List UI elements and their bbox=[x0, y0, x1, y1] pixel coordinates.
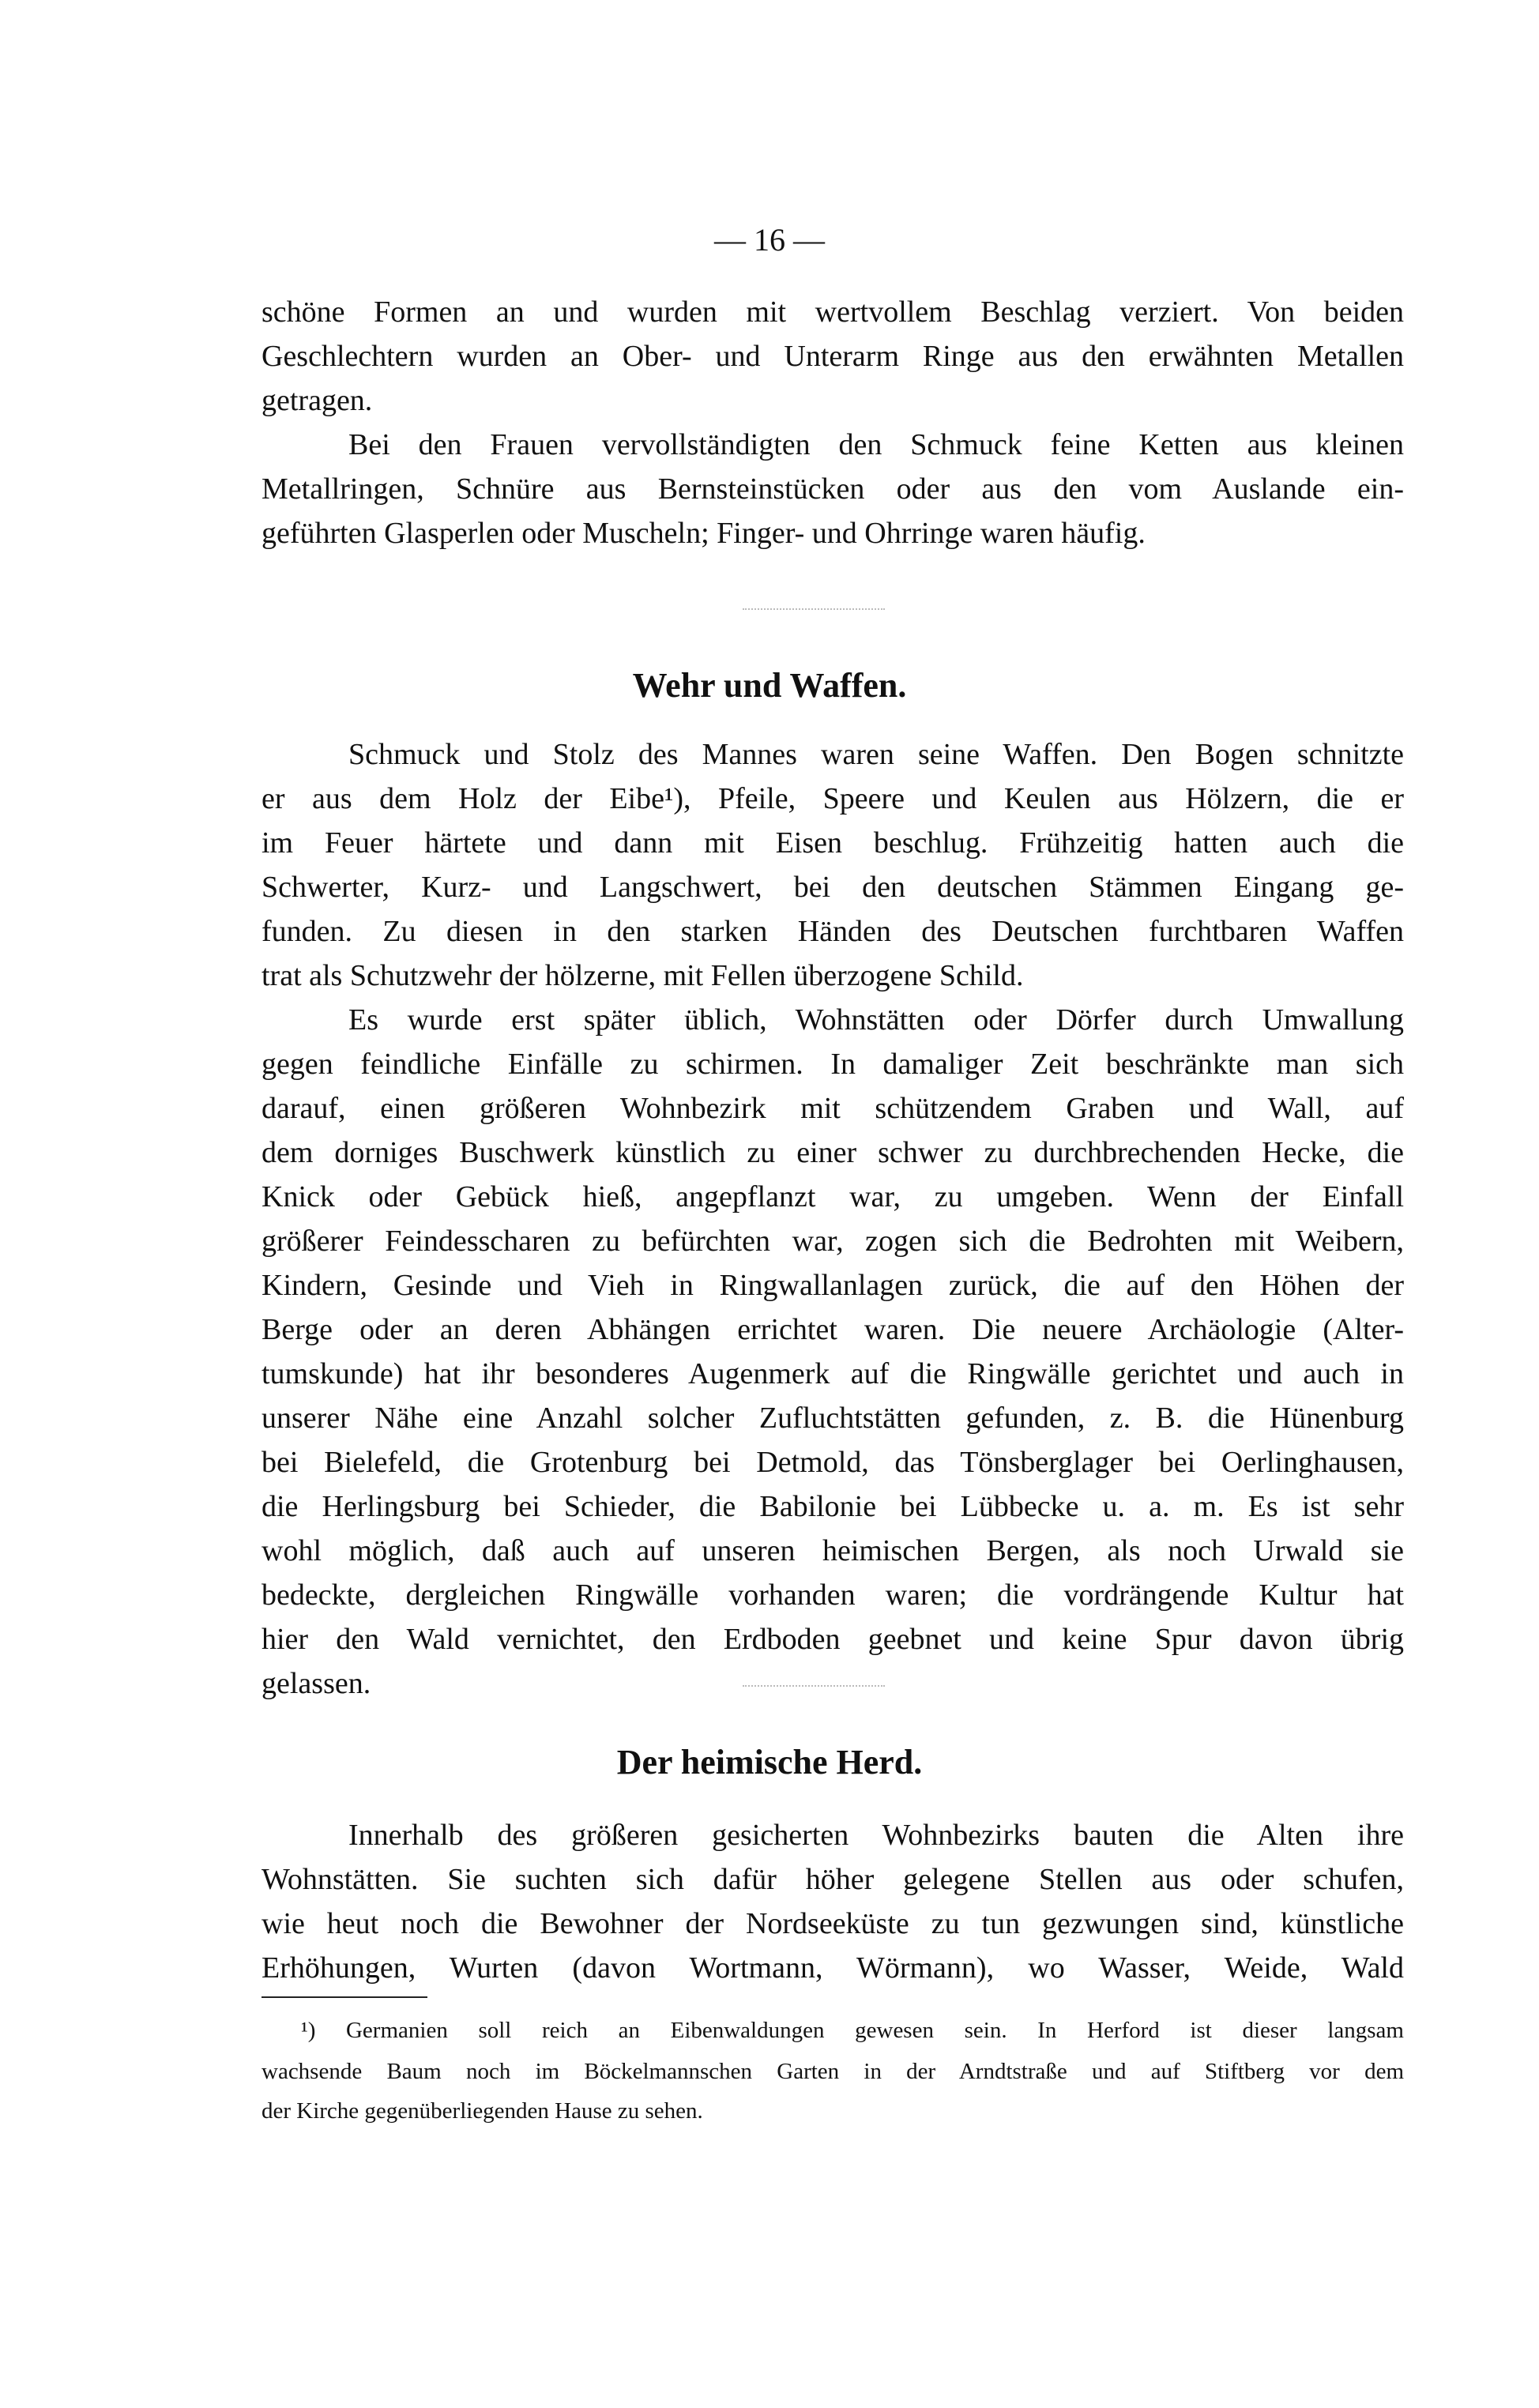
page-number: — 16 — bbox=[714, 222, 825, 258]
text-line: Erhöhungen, Wurten (davon Wortmann, Wörmann), wo Wasser, Weide, Wald bbox=[262, 1951, 1404, 1985]
text-line: Bei den Frauen vervollständigten den Schmuck feine Ketten aus kleinen bbox=[348, 428, 1404, 461]
footnote-line: der Kirche gegenüberliegenden Hause zu sehen. bbox=[262, 2098, 703, 2124]
text-line: größerer Feindesscharen zu befürchten war, zogen sich die Bedrohten mit Weibern, bbox=[262, 1225, 1404, 1258]
text-line: im Feuer härtete und dann mit Eisen beschlug. Frühzeitig hatten auch die bbox=[262, 826, 1404, 860]
footnote-rule bbox=[262, 1996, 427, 1998]
section-divider bbox=[743, 608, 885, 610]
text-line: bei Bielefeld, die Grotenburg bei Detmold, das Tönsberglager bei Oerlinghausen, bbox=[262, 1446, 1404, 1479]
text-line: Schwerter, Kurz- und Langschwert, bei den deutschen Stämmen Eingang ge- bbox=[262, 871, 1404, 904]
text-line: hier den Wald vernichtet, den Erdboden geebnet und keine Spur davon übrig bbox=[262, 1623, 1404, 1656]
text-line: darauf, einen größeren Wohnbezirk mit schützendem Graben und Wall, auf bbox=[262, 1092, 1404, 1125]
footnote-line: wachsende Baum noch im Böckelmannschen Garten in der Arndtstraße und auf Stiftberg vor dem bbox=[262, 2059, 1404, 2084]
text-line: er aus dem Holz der Eibe¹), Pfeile, Speere und Keulen aus Hölzern, die er bbox=[262, 782, 1404, 815]
section-divider bbox=[743, 1685, 885, 1687]
text-line: Kindern, Gesinde und Vieh in Ringwallanlagen zurück, die auf den Höhen der bbox=[262, 1269, 1404, 1302]
text-line: Es wurde erst später üblich, Wohnstätten oder Dörfer durch Umwallung bbox=[348, 1003, 1404, 1037]
text-line: trat als Schutzwehr der hölzerne, mit Fellen überzogene Schild. bbox=[262, 959, 1024, 992]
text-line: Wohnstätten. Sie suchten sich dafür höher gelegene Stellen aus oder schufen, bbox=[262, 1863, 1404, 1896]
text-line: die Herlingsburg bei Schieder, die Babilonie bei Lübbecke u. a. m. Es ist sehr bbox=[262, 1490, 1404, 1523]
text-line: Innerhalb des größeren gesicherten Wohnbezirks bauten die Alten ihre bbox=[348, 1819, 1404, 1852]
text-line: gegen feindliche Einfälle zu schirmen. In damaliger Zeit beschränkte man sich bbox=[262, 1048, 1404, 1081]
text-line: wie heut noch die Bewohner der Nordseeküste zu tun gezwungen sind, künstliche bbox=[262, 1907, 1404, 1940]
text-line: geführten Glasperlen oder Muscheln; Finger- und Ohrringe waren häufig. bbox=[262, 517, 1146, 550]
text-line: gelassen. bbox=[262, 1667, 371, 1700]
footnote-line: ¹) Germanien soll reich an Eibenwaldungen gewesen sein. In Herford ist dieser langsam bbox=[301, 2018, 1404, 2043]
text-line: dem dorniges Buschwerk künstlich zu einer schwer zu durchbrechenden Hecke, die bbox=[262, 1136, 1404, 1169]
section-heading: Der heimische Herd. bbox=[616, 1743, 923, 1782]
text-line: wohl möglich, daß auch auf unseren heimischen Bergen, als noch Urwald sie bbox=[262, 1534, 1404, 1567]
text-line: funden. Zu diesen in den starken Händen des Deutschen furchtbaren Waffen bbox=[262, 915, 1404, 948]
text-line: schöne Formen an und wurden mit wertvollem Beschlag verziert. Von beiden bbox=[262, 295, 1404, 329]
text-line: Metallringen, Schnüre aus Bernsteinstücken oder aus den vom Auslande ein- bbox=[262, 472, 1404, 506]
text-line: tumskunde) hat ihr besonderes Augenmerk auf die Ringwälle gerichtet und auch in bbox=[262, 1357, 1404, 1390]
text-line: Geschlechtern wurden an Ober- und Unterarm Ringe aus den erwähnten Metallen bbox=[262, 340, 1404, 373]
text-line: Berge oder an deren Abhängen errichtet waren. Die neuere Archäologie (Alter- bbox=[262, 1313, 1404, 1346]
text-line: bedeckte, dergleichen Ringwälle vorhanden waren; die vordrängende Kultur hat bbox=[262, 1578, 1404, 1612]
text-line: unserer Nähe eine Anzahl solcher Zufluchtstätten gefunden, z. B. die Hünenburg bbox=[262, 1402, 1404, 1435]
section-heading: Wehr und Waffen. bbox=[632, 666, 907, 705]
text-line: getragen. bbox=[262, 384, 373, 417]
text-line: Knick oder Gebück hieß, angepflanzt war, zu umgeben. Wenn der Einfall bbox=[262, 1180, 1404, 1213]
text-line: Schmuck und Stolz des Mannes waren seine Waffen. Den Bogen schnitzte bbox=[348, 738, 1404, 771]
